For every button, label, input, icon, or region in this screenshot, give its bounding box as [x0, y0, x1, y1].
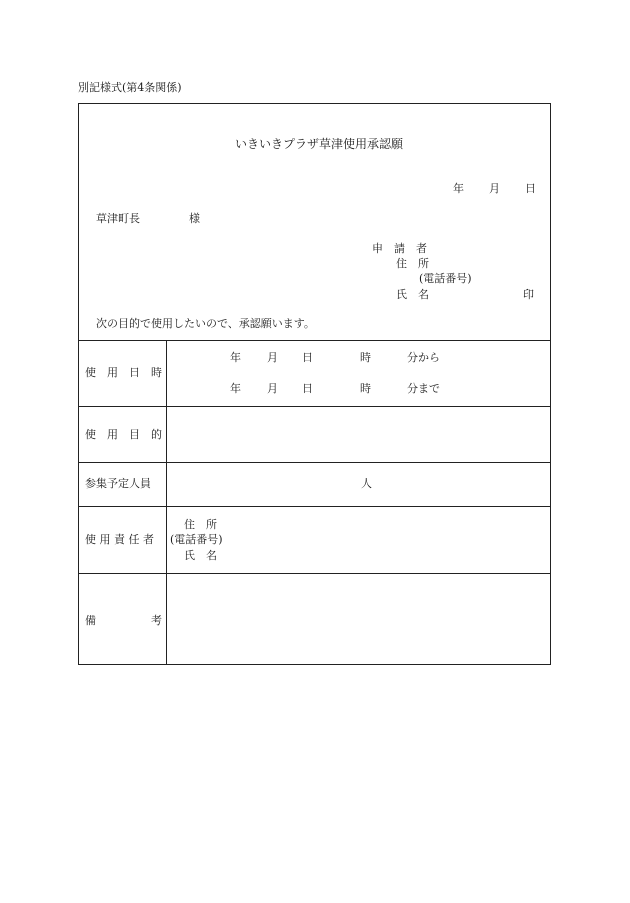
from-hour-label: 時 — [360, 351, 371, 364]
form-title: いきいきプラザ草津使用承認願 — [235, 137, 404, 151]
applicant-address-label: 住 所 — [396, 257, 429, 270]
date-day-label: 日 — [525, 182, 536, 195]
to-year-label: 年 — [230, 382, 241, 395]
responsible-phone-label: (電話番号) — [170, 533, 223, 546]
request-text: 次の目的で使用したいので、承認願います。 — [96, 317, 315, 330]
remarks-label-left: 備 — [85, 614, 96, 627]
row-divider-4 — [79, 573, 550, 574]
applicant-name-label: 氏 名 — [396, 288, 429, 301]
applicant-label: 申 請 者 — [372, 242, 427, 255]
date-month-label: 月 — [489, 182, 500, 195]
addressee-honorific: 様 — [189, 212, 200, 225]
applicant-phone-label: (電話番号) — [419, 272, 472, 285]
responsible-address-label: 住 所 — [184, 518, 217, 531]
date-year-label: 年 — [453, 182, 464, 195]
form-number-note: 別記様式(第4条関係) — [78, 81, 182, 94]
row-divider-1 — [79, 406, 550, 407]
responsible-name-label: 氏 名 — [184, 549, 217, 562]
attendees-row-label: 参集予定人員 — [85, 477, 151, 490]
to-day-label: 日 — [302, 382, 313, 395]
from-day-label: 日 — [302, 351, 313, 364]
remarks-label-right: 考 — [151, 614, 162, 627]
row-divider-3 — [79, 506, 550, 507]
addressee-name: 草津町長 — [96, 212, 140, 225]
seal-mark: 印 — [523, 288, 534, 301]
label-column-divider — [166, 340, 167, 664]
from-year-label: 年 — [230, 351, 241, 364]
from-minute-label: 分から — [407, 351, 440, 364]
to-minute-label: 分まで — [407, 382, 440, 395]
attendees-unit: 人 — [361, 477, 372, 490]
application-form — [78, 103, 551, 665]
datetime-row-label: 使 用 日 時 — [85, 366, 162, 379]
from-month-label: 月 — [267, 351, 278, 364]
responsible-row-label: 使 用 責 任 者 — [85, 533, 154, 546]
to-month-label: 月 — [267, 382, 278, 395]
to-hour-label: 時 — [360, 382, 371, 395]
row-divider-2 — [79, 462, 550, 463]
purpose-row-label: 使 用 目 的 — [85, 428, 162, 441]
table-top-line — [79, 340, 550, 341]
